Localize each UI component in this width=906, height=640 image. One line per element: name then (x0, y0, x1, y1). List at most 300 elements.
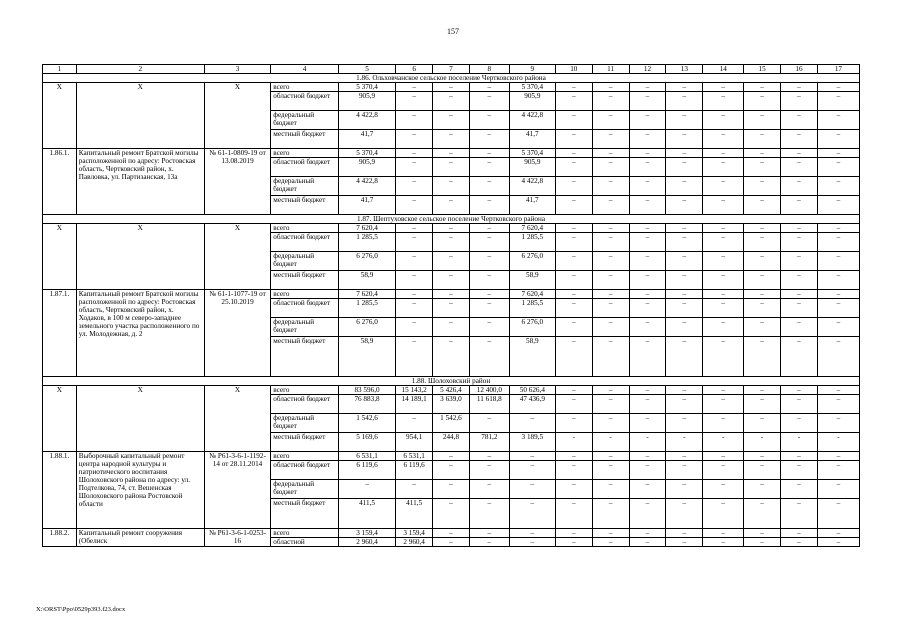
value-cell: – (781, 111, 818, 130)
value-cell: – (744, 233, 781, 252)
value-cell: – (666, 271, 703, 290)
row-number: 1.86.1. (43, 149, 77, 215)
value-cell: – (555, 290, 592, 299)
value-cell: – (744, 196, 781, 215)
table-row (43, 386, 860, 395)
page-number: 157 (447, 27, 459, 36)
value-cell: – (433, 224, 470, 233)
value-cell: 58,9 (509, 337, 555, 377)
value-cell: – (744, 452, 781, 461)
funding-source: местный бюджет (271, 499, 339, 529)
value-cell: – (592, 149, 629, 158)
value-cell: – (817, 414, 859, 433)
value-cell: – (703, 529, 744, 538)
value-cell: – (592, 395, 629, 414)
value-cell: – (396, 196, 433, 215)
value-cell: – (703, 395, 744, 414)
value-cell: – (469, 414, 509, 433)
value-cell: – (592, 290, 629, 299)
value-cell: – (469, 452, 509, 461)
column-number: 7 (433, 65, 470, 74)
funding-source: всего (271, 149, 339, 158)
value-cell: – (396, 271, 433, 290)
value-cell: – (744, 414, 781, 433)
column-number: 15 (744, 65, 781, 74)
value-cell: - (817, 433, 859, 452)
value-cell: 3 189,5 (509, 433, 555, 452)
value-cell: 41,7 (509, 196, 555, 215)
object-description: Капитальный ремонт Братской могилы расположенной по адресу: Ростовская область, Чертковский район, х. Ходаков, в 100 м северо-западнее земельного участка расположенного по ул. Молодежная, д. 2 (76, 290, 204, 377)
value-cell: – (744, 461, 781, 480)
value-cell: 4 422,8 (509, 177, 555, 196)
value-cell: – (817, 337, 859, 377)
value-cell: 3 639,0 (433, 395, 470, 414)
value-cell: 5 370,4 (338, 149, 395, 158)
value-cell: – (781, 529, 818, 538)
value-cell: – (817, 92, 859, 111)
funding-source: областной (271, 538, 339, 547)
value-cell: – (469, 92, 509, 111)
value-cell: – (666, 130, 703, 149)
value-cell: – (781, 499, 818, 529)
value-cell: – (629, 452, 666, 461)
value-cell: – (781, 414, 818, 433)
value-cell: – (396, 414, 433, 433)
value-cell: – (396, 224, 433, 233)
value-cell: – (703, 414, 744, 433)
value-cell: – (817, 111, 859, 130)
value-cell: – (629, 130, 666, 149)
value-cell: 58,9 (509, 271, 555, 290)
value-cell: – (817, 290, 859, 299)
value-cell: – (666, 414, 703, 433)
value-cell: 1 285,5 (509, 233, 555, 252)
value-cell: – (592, 130, 629, 149)
value-cell: 15 143,2 (396, 386, 433, 395)
value-cell: – (744, 149, 781, 158)
value-cell: – (703, 271, 744, 290)
column-number: 1 (43, 65, 77, 74)
value-cell: – (592, 271, 629, 290)
value-cell: – (781, 92, 818, 111)
section-title: 1.86. Ольховчанское сельское поселение Чертковского района (43, 74, 860, 83)
value-cell: 76 883,8 (338, 395, 395, 414)
value-cell: – (703, 196, 744, 215)
value-cell: – (781, 83, 818, 92)
table-row (43, 224, 860, 233)
value-cell: – (555, 92, 592, 111)
value-cell: – (744, 224, 781, 233)
value-cell: 1 285,5 (338, 233, 395, 252)
value-cell: 6 276,0 (338, 318, 395, 337)
value-cell: – (817, 461, 859, 480)
value-cell: – (469, 499, 509, 529)
value-cell: 1 542,6 (433, 414, 470, 433)
value-cell: 3 159,4 (338, 529, 395, 538)
value-cell: – (592, 318, 629, 337)
value-cell: - (703, 433, 744, 452)
value-cell: – (817, 538, 859, 547)
value-cell: 83 596,0 (338, 386, 395, 395)
table-row (43, 529, 860, 538)
column-number: 11 (592, 65, 629, 74)
value-cell: – (433, 111, 470, 130)
funding-source: всего (271, 452, 339, 461)
value-cell: – (817, 233, 859, 252)
value-cell: 1 285,5 (509, 299, 555, 318)
value-cell: – (744, 290, 781, 299)
value-cell: – (592, 233, 629, 252)
value-cell: - (666, 433, 703, 452)
value-cell: – (433, 499, 470, 529)
section-row (43, 377, 860, 386)
value-cell: – (666, 158, 703, 177)
value-cell: – (433, 461, 470, 480)
value-cell: – (817, 271, 859, 290)
value-cell: – (703, 149, 744, 158)
value-cell: – (666, 386, 703, 395)
funding-source: всего (271, 83, 339, 92)
value-cell: – (629, 337, 666, 377)
value-cell: – (629, 111, 666, 130)
column-number: 10 (555, 65, 592, 74)
value-cell: 7 620,4 (509, 224, 555, 233)
value-cell: – (555, 111, 592, 130)
value-cell: 41,7 (338, 130, 395, 149)
funding-source: всего (271, 224, 339, 233)
column-number: 17 (817, 65, 859, 74)
value-cell: – (592, 177, 629, 196)
value-cell: – (555, 196, 592, 215)
value-cell: – (703, 499, 744, 529)
value-cell: – (666, 224, 703, 233)
value-cell: – (703, 461, 744, 480)
funding-source: областной бюджет (271, 158, 339, 177)
value-cell: – (629, 480, 666, 499)
value-cell: 58,9 (338, 337, 395, 377)
value-cell: – (666, 318, 703, 337)
value-cell: 5 370,4 (509, 83, 555, 92)
value-cell: - (555, 433, 592, 452)
value-cell: – (666, 83, 703, 92)
value-cell: – (781, 299, 818, 318)
value-cell: 1 285,5 (338, 299, 395, 318)
value-cell: 3 159,4 (396, 529, 433, 538)
value-cell: – (666, 233, 703, 252)
value-cell: – (396, 233, 433, 252)
value-cell: – (781, 149, 818, 158)
value-cell: – (396, 83, 433, 92)
value-cell: – (744, 177, 781, 196)
value-cell: – (469, 318, 509, 337)
value-cell: – (817, 158, 859, 177)
value-cell: – (703, 83, 744, 92)
value-cell: – (629, 196, 666, 215)
funding-source: федеральный бюджет (271, 177, 339, 196)
value-cell: – (703, 224, 744, 233)
value-cell: – (592, 158, 629, 177)
value-cell: – (744, 271, 781, 290)
value-cell: – (469, 111, 509, 130)
value-cell: – (396, 177, 433, 196)
value-cell: – (469, 149, 509, 158)
funding-source: местный бюджет (271, 433, 339, 452)
row-number: X (43, 224, 77, 290)
document-reference: X (204, 83, 271, 149)
section-title: 1.88. Шолоховский район (43, 377, 860, 386)
table-row (43, 290, 860, 299)
value-cell: – (629, 149, 666, 158)
value-cell: – (469, 290, 509, 299)
value-cell: – (781, 461, 818, 480)
value-cell: – (433, 337, 470, 377)
value-cell: – (396, 158, 433, 177)
value-cell: – (433, 252, 470, 271)
value-cell: – (666, 499, 703, 529)
value-cell: – (781, 395, 818, 414)
value-cell: – (469, 461, 509, 480)
value-cell: – (817, 480, 859, 499)
value-cell: – (666, 252, 703, 271)
row-number: 1.87.1. (43, 290, 77, 377)
column-number: 6 (396, 65, 433, 74)
value-cell: – (817, 149, 859, 158)
object-description: X (76, 386, 204, 452)
value-cell: – (338, 480, 395, 499)
value-cell: – (469, 233, 509, 252)
object-description: X (76, 224, 204, 290)
value-cell: 41,7 (509, 130, 555, 149)
value-cell: – (666, 337, 703, 377)
value-cell: – (666, 196, 703, 215)
section-row (43, 215, 860, 224)
column-number: 8 (469, 65, 509, 74)
funding-source: местный бюджет (271, 271, 339, 290)
value-cell: – (469, 196, 509, 215)
value-cell: – (744, 337, 781, 377)
value-cell: – (396, 337, 433, 377)
value-cell: – (703, 290, 744, 299)
value-cell: – (433, 196, 470, 215)
value-cell: - (592, 433, 629, 452)
value-cell: – (469, 337, 509, 377)
value-cell: – (703, 318, 744, 337)
value-cell: – (469, 529, 509, 538)
value-cell: – (629, 499, 666, 529)
value-cell: 11 618,8 (469, 395, 509, 414)
value-cell: – (592, 299, 629, 318)
value-cell: – (555, 414, 592, 433)
value-cell: – (433, 529, 470, 538)
value-cell: – (592, 461, 629, 480)
value-cell: – (592, 538, 629, 547)
value-cell: – (703, 233, 744, 252)
value-cell: – (433, 233, 470, 252)
value-cell: – (666, 395, 703, 414)
value-cell: – (396, 130, 433, 149)
column-number: 4 (271, 65, 339, 74)
value-cell: 5 169,6 (338, 433, 395, 452)
value-cell: – (703, 252, 744, 271)
value-cell: – (629, 224, 666, 233)
value-cell: – (744, 386, 781, 395)
value-cell: – (781, 130, 818, 149)
value-cell: 2 960,4 (396, 538, 433, 547)
column-number: 9 (509, 65, 555, 74)
funding-source: всего (271, 386, 339, 395)
value-cell: – (433, 271, 470, 290)
value-cell: – (469, 224, 509, 233)
value-cell: – (433, 480, 470, 499)
value-cell: 6 531,1 (338, 452, 395, 461)
value-cell: – (781, 480, 818, 499)
table-row (43, 452, 860, 461)
value-cell: – (629, 92, 666, 111)
file-path-footer: X:\ORST\Ppo\0529p393.f23.docx (36, 606, 126, 613)
value-cell: – (509, 461, 555, 480)
value-cell: - (744, 433, 781, 452)
value-cell: – (744, 299, 781, 318)
value-cell: 12 400,0 (469, 386, 509, 395)
value-cell: – (555, 480, 592, 499)
funding-source: местный бюджет (271, 337, 339, 377)
value-cell: – (703, 386, 744, 395)
value-cell: 7 620,4 (338, 224, 395, 233)
funding-source: областной бюджет (271, 233, 339, 252)
row-number: 1.88.2. (43, 529, 77, 547)
value-cell: – (629, 233, 666, 252)
value-cell: – (744, 92, 781, 111)
value-cell: – (817, 299, 859, 318)
document-reference: № 61-1-1077-19 от 25.10.2019 (204, 290, 271, 377)
value-cell: – (592, 83, 629, 92)
document-reference: № Р61-3-6-1-0253-16 (204, 529, 271, 547)
value-cell: 14 189,1 (396, 395, 433, 414)
funding-source: областной бюджет (271, 92, 339, 111)
value-cell: 905,9 (509, 92, 555, 111)
value-cell: – (555, 149, 592, 158)
value-cell: – (817, 252, 859, 271)
value-cell: – (666, 538, 703, 547)
value-cell: – (592, 111, 629, 130)
value-cell: – (433, 318, 470, 337)
object-description: Выборочный капитальный ремонт центра народной культуры и патриотического воспитания Шолоховского района по адресу: ул. Подтелкова, 74, ст. Вешенская Шолоховского района Ростовской области (76, 452, 204, 529)
value-cell: 244,8 (433, 433, 470, 452)
value-cell: – (555, 452, 592, 461)
column-number: 2 (76, 65, 204, 74)
document-reference: X (204, 224, 271, 290)
value-cell: – (555, 499, 592, 529)
value-cell: – (469, 83, 509, 92)
value-cell: – (396, 111, 433, 130)
value-cell: – (629, 299, 666, 318)
value-cell: 7 620,4 (338, 290, 395, 299)
value-cell: 411,5 (396, 499, 433, 529)
value-cell: 411,5 (338, 499, 395, 529)
value-cell: – (703, 111, 744, 130)
column-number: 13 (666, 65, 703, 74)
value-cell: 4 422,8 (338, 177, 395, 196)
value-cell: – (592, 386, 629, 395)
value-cell: – (469, 299, 509, 318)
object-description: X (76, 83, 204, 149)
value-cell: – (817, 499, 859, 529)
value-cell: – (629, 538, 666, 547)
value-cell: – (629, 386, 666, 395)
value-cell: 954,1 (396, 433, 433, 452)
value-cell: – (744, 499, 781, 529)
value-cell: - (629, 433, 666, 452)
value-cell: – (781, 233, 818, 252)
value-cell: – (629, 290, 666, 299)
value-cell: – (629, 395, 666, 414)
value-cell: – (629, 271, 666, 290)
value-cell: 905,9 (338, 92, 395, 111)
value-cell: – (469, 177, 509, 196)
budget-table (42, 64, 860, 547)
value-cell: – (781, 290, 818, 299)
header-row (43, 65, 860, 74)
value-cell: – (629, 252, 666, 271)
value-cell: 6 276,0 (509, 252, 555, 271)
value-cell: 781,2 (469, 433, 509, 452)
funding-source: всего (271, 529, 339, 538)
value-cell: – (781, 386, 818, 395)
value-cell: – (629, 414, 666, 433)
section-row (43, 74, 860, 83)
value-cell: – (396, 252, 433, 271)
value-cell: – (555, 252, 592, 271)
value-cell: – (592, 452, 629, 461)
value-cell: – (555, 130, 592, 149)
value-cell: – (666, 452, 703, 461)
document-reference: № Р61-3-6-1-1192-14 от 28.11.2014 (204, 452, 271, 529)
funding-source: федеральный бюджет (271, 111, 339, 130)
column-number: 14 (703, 65, 744, 74)
value-cell: – (781, 452, 818, 461)
value-cell: – (396, 290, 433, 299)
funding-source: федеральный бюджет (271, 252, 339, 271)
value-cell: 2 960,4 (338, 538, 395, 547)
value-cell: – (744, 130, 781, 149)
value-cell: – (555, 158, 592, 177)
funding-source: местный бюджет (271, 196, 339, 215)
value-cell: – (433, 290, 470, 299)
value-cell: – (592, 337, 629, 377)
value-cell: – (666, 480, 703, 499)
table-row (43, 149, 860, 158)
value-cell: – (509, 538, 555, 547)
value-cell: – (629, 83, 666, 92)
row-number: 1.88.1. (43, 452, 77, 529)
value-cell: – (781, 337, 818, 377)
value-cell: 6 276,0 (509, 318, 555, 337)
object-description: Капитальный ремонт сооружения (Обелиск (76, 529, 204, 547)
value-cell: – (592, 196, 629, 215)
value-cell: – (509, 452, 555, 461)
document-reference: X (204, 386, 271, 452)
value-cell: – (433, 177, 470, 196)
value-cell: – (703, 452, 744, 461)
column-number: 12 (629, 65, 666, 74)
value-cell: – (396, 480, 433, 499)
value-cell: – (433, 130, 470, 149)
value-cell: – (703, 337, 744, 377)
value-cell: – (703, 177, 744, 196)
value-cell: – (433, 158, 470, 177)
value-cell: – (744, 529, 781, 538)
row-number: X (43, 83, 77, 149)
